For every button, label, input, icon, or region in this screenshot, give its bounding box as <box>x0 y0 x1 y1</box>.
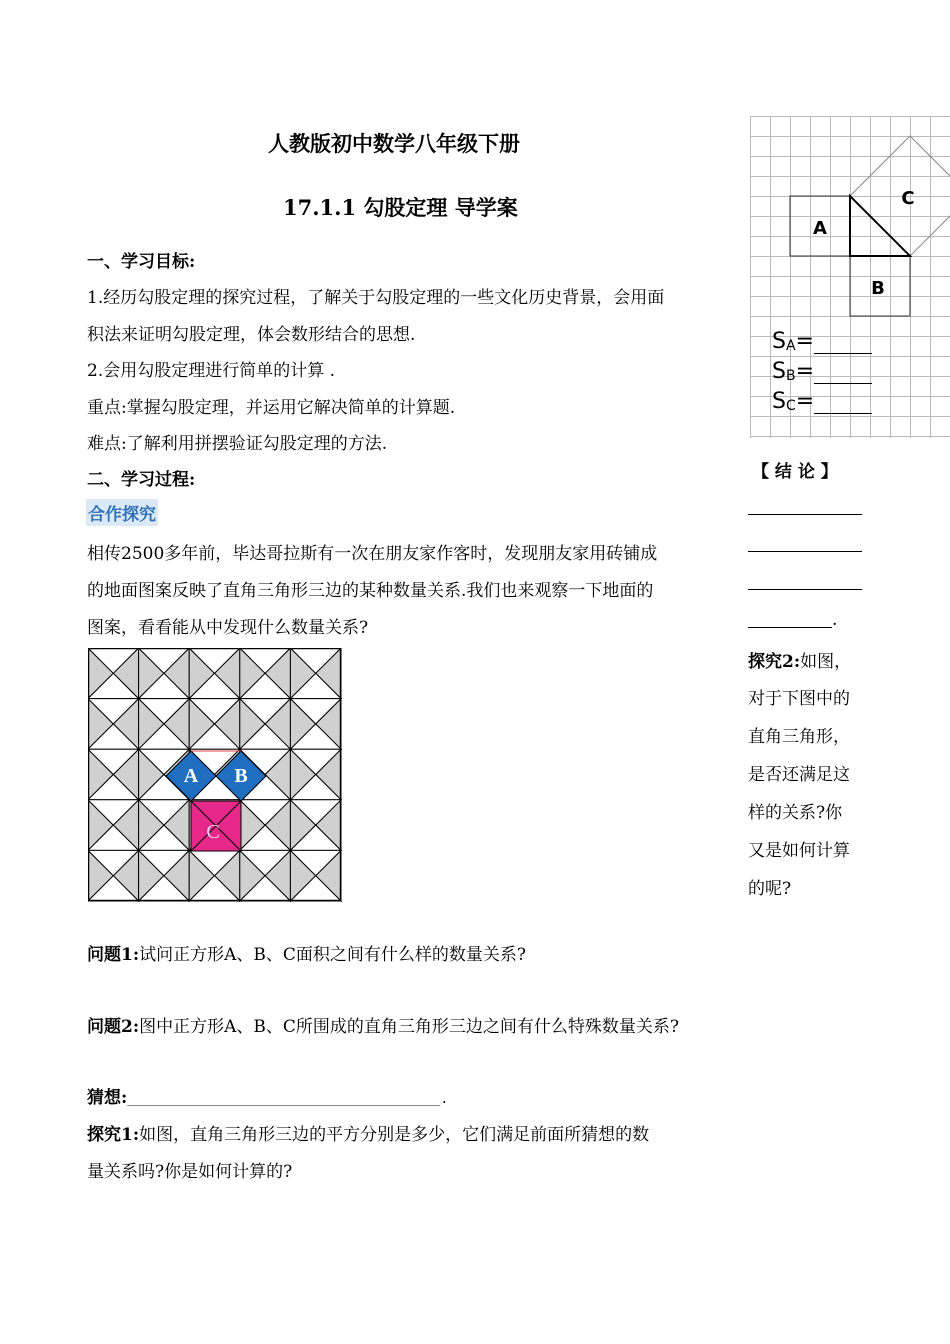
story-line2: 的地面图案反映了直角三角形三边的某种数量关系.我们也来观察一下地面的 <box>87 581 654 601</box>
explore1-text: 如图，直角三角形三边的平方分别是多少，它们满足前面所猜想的数 <box>139 1125 650 1145</box>
label-b: B <box>234 765 248 787</box>
s-subscript-a: A <box>785 338 796 354</box>
conclusion-blank-4[interactable] <box>748 627 832 628</box>
explore2-label: 探究2: <box>748 652 801 672</box>
explore2-text1: 如图， <box>800 652 852 672</box>
explore1-line1 <box>87 1120 649 1145</box>
equals-sign: = <box>795 389 815 414</box>
section1-heading: 一、学习目标: <box>87 252 196 272</box>
label-c: C <box>206 821 220 843</box>
explore2-line2: 对于下图中的 <box>748 689 850 709</box>
q1-label: 问题1: <box>87 945 140 965</box>
story-line3: 图案，看看能从中发现什么数量关系? <box>87 618 369 638</box>
explore2-line6: 又是如何计算 <box>748 841 850 861</box>
explore1-line2: 量关系吗?你是如何计算的? <box>87 1162 293 1182</box>
q2-label: 问题2: <box>87 1017 140 1037</box>
label-a: A <box>183 765 199 787</box>
area-b-blank[interactable] <box>814 365 872 384</box>
key-text: 掌握勾股定理，并运用它解决简单的计算题. <box>126 398 456 418</box>
q1-text: 试问正方形A、B、C面积之间有什么样的数量关系? <box>139 945 526 965</box>
question2 <box>87 1012 679 1037</box>
conclusion-blank-1[interactable] <box>748 514 862 515</box>
equals-sign: = <box>795 359 815 384</box>
conclusion-heading: 【 结 论 】 <box>752 462 838 482</box>
explore1-label: 探究1: <box>87 1125 140 1145</box>
difficult-text: 了解利用拼摆验证勾股定理的方法. <box>126 434 388 454</box>
page-title: 人教版初中数学八年级下册 <box>268 131 520 156</box>
conclusion-blank-3[interactable] <box>748 589 862 590</box>
explore2-line7: 的呢? <box>748 879 792 899</box>
guess-label: 猜想: <box>87 1088 128 1108</box>
difficult-label: 难点: <box>87 434 127 454</box>
goal2: 2.会用勾股定理进行简单的计算 . <box>87 361 336 381</box>
section2-heading: 二、学习过程: <box>87 470 196 490</box>
grid-label-b: B <box>871 278 885 299</box>
grid-label-c: C <box>901 188 915 209</box>
explore2-line3: 直角三角形， <box>748 727 850 747</box>
difficult-point <box>87 429 387 454</box>
cooperative-explore-tag: 合作探究 <box>86 499 158 526</box>
area-a-row <box>772 329 872 354</box>
area-b-row <box>772 359 872 384</box>
area-c-blank[interactable] <box>814 395 872 414</box>
s-symbol: S <box>772 359 786 384</box>
explore2-line1 <box>748 647 851 672</box>
lesson-title: 17.1.1 勾股定理 导学案 <box>283 195 518 220</box>
equals-sign: = <box>795 329 814 354</box>
s-symbol: S <box>772 389 786 414</box>
s-symbol: S <box>772 329 786 354</box>
key-label: 重点: <box>87 398 127 418</box>
story-line1: 相传2500多年前，毕达哥拉斯有一次在朋友家作客时，发现朋友家用砖铺成 <box>87 544 658 564</box>
goal1-line1: 1.经历勾股定理的探究过程，了解关于勾股定理的一些文化历史背景，会用面 <box>87 288 665 308</box>
q2-text: 图中正方形A、B、C所围成的直角三角形三边之间有什么特殊数量关系? <box>139 1017 679 1037</box>
conclusion-blank-2[interactable] <box>748 551 862 552</box>
explore2-line5: 样的关系?你 <box>748 803 843 823</box>
guess <box>87 1083 448 1108</box>
question1 <box>87 940 526 965</box>
s-subscript-c: C <box>785 398 796 414</box>
guess-blank[interactable]: ________________________________________. <box>127 1092 449 1107</box>
tile-floor-figure <box>88 648 345 904</box>
explore2-line4: 是否还满足这 <box>748 765 850 785</box>
conclusion-period: . <box>832 610 838 630</box>
grid-label-a: A <box>813 218 827 239</box>
s-subscript-b: B <box>785 368 796 384</box>
area-a-blank[interactable] <box>814 335 872 354</box>
area-c-row <box>772 389 872 414</box>
key-point <box>87 393 455 418</box>
goal1-line2: 积法来证明勾股定理，体会数形结合的思想. <box>87 325 416 345</box>
